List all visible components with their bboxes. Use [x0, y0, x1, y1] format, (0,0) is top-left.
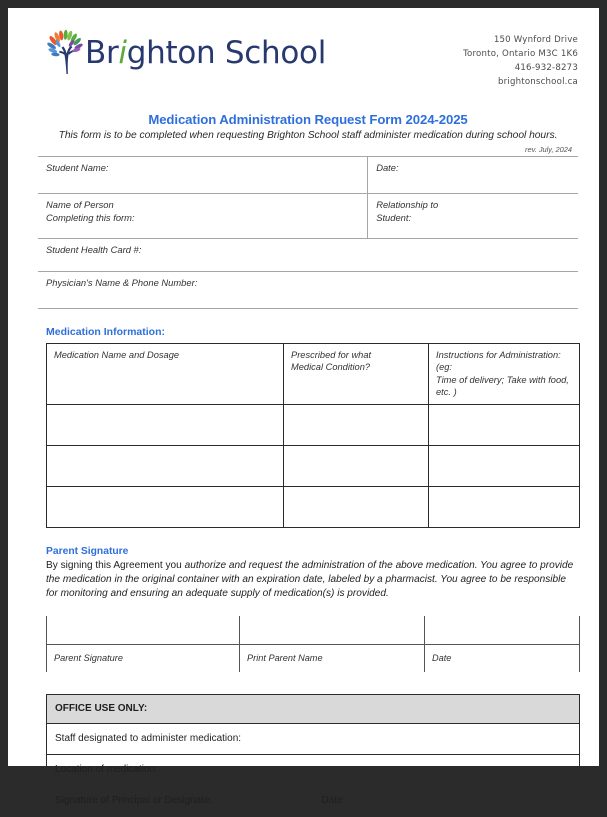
table-row	[47, 754, 580, 785]
print-parent-name-label: Print Parent Name	[240, 644, 425, 672]
relationship-cell[interactable]	[368, 194, 578, 239]
location-of-medication-field[interactable]: Location of medication:	[47, 754, 580, 785]
table-row	[47, 644, 580, 672]
medication-col-instructions	[429, 344, 580, 405]
medication-condition-input-1[interactable]	[284, 404, 429, 445]
office-use-header-row	[47, 694, 580, 723]
parent-signature-agreement-text	[46, 559, 576, 602]
table-row	[47, 723, 580, 754]
address-phone: 416-932-8273	[514, 62, 578, 73]
wordmark-accent-i: i	[118, 34, 127, 71]
relationship-label-line2: Student:	[376, 211, 412, 223]
wordmark-part-2: ghton School	[126, 34, 327, 71]
table-row	[38, 194, 578, 239]
principal-signature-field[interactable]: Signature of Principal or Designate:	[47, 785, 314, 816]
medication-instructions-input-1[interactable]	[429, 404, 580, 445]
table-row	[47, 445, 580, 486]
completed-by-label-line1: Name of Person	[46, 199, 114, 210]
staff-designated-field[interactable]: Staff designated to administer medication:	[47, 723, 580, 754]
date-cell[interactable]: Date:	[368, 157, 578, 194]
health-card-cell[interactable]: Student Health Card #:	[38, 239, 578, 272]
instructions-header-line2: Time of delivery; Take with food, etc. )	[436, 374, 569, 398]
table-row	[47, 404, 580, 445]
parent-date-input[interactable]	[425, 616, 580, 645]
wordmark-part-1: Br	[85, 34, 119, 71]
table-row	[47, 486, 580, 527]
school-address-block	[463, 34, 578, 90]
medication-instructions-input-3[interactable]	[429, 486, 580, 527]
instructions-header-line1: Instructions for Administration: (eg:	[436, 350, 561, 373]
parent-signature-heading: Parent Signature	[46, 545, 129, 557]
medication-col-condition	[284, 344, 429, 405]
medication-name-input-2[interactable]	[47, 445, 284, 486]
student-name-cell[interactable]: Student Name:	[38, 157, 368, 194]
tree-logo-icon	[46, 30, 88, 76]
revision-note: rev. July, 2024	[525, 145, 572, 154]
table-row	[38, 239, 578, 272]
office-use-table	[46, 694, 580, 817]
physician-cell[interactable]: Physician's Name & Phone Number:	[38, 272, 578, 309]
table-row	[38, 157, 578, 194]
medication-condition-input-2[interactable]	[284, 445, 429, 486]
print-parent-name-input[interactable]	[240, 616, 425, 645]
medication-condition-input-3[interactable]	[284, 486, 429, 527]
school-logo	[46, 30, 326, 76]
form-subtitle: This form is to be completed when requesting Brighton School staff administer medication during school hours.	[58, 130, 558, 141]
agreement-text-plain: By signing this Agreement you	[46, 559, 185, 571]
relationship-label-line1: Relationship to	[376, 199, 439, 210]
completed-by-cell[interactable]	[38, 194, 368, 239]
medication-name-input-1[interactable]	[47, 404, 284, 445]
condition-header-line1: Prescribed for what	[291, 350, 372, 360]
table-row	[47, 616, 580, 645]
form-title: Medication Administration Request Form 2024-2025	[148, 112, 468, 127]
page-header	[38, 20, 578, 98]
parent-date-label: Date	[425, 644, 580, 672]
student-info-table	[38, 156, 578, 309]
parent-signature-input[interactable]	[47, 616, 240, 645]
parent-signature-label: Parent Signature	[47, 644, 240, 672]
office-use-header-label: OFFICE USE ONLY:	[47, 694, 580, 723]
medication-instructions-input-2[interactable]	[429, 445, 580, 486]
medication-name-input-3[interactable]	[47, 486, 284, 527]
address-city: Toronto, Ontario M3C 1K6	[463, 48, 578, 59]
medication-section-heading: Medication Information:	[46, 326, 165, 338]
parent-signature-table	[46, 616, 580, 672]
completed-by-label-line2: Completing this form:	[46, 211, 135, 223]
school-name-wordmark	[85, 34, 327, 71]
table-header-row	[47, 344, 580, 405]
table-row	[47, 785, 580, 816]
table-row	[38, 272, 578, 309]
medication-col-name-dosage: Medication Name and Dosage	[47, 344, 284, 405]
address-website: brightonschool.ca	[497, 76, 578, 87]
principal-date-field[interactable]: Date:	[313, 785, 580, 816]
document-page	[8, 8, 599, 807]
agreement-text-italic: authorize and request the administration of the above medication. You agree to provide the medication in the original container with an expiration date, labeled by a pharmacist. You agree to be responsible for monitoring and ensuring an adequate supply of medication(s) is provided.	[46, 559, 574, 600]
condition-header-line2: Medical Condition?	[291, 362, 371, 373]
address-street: 150 Wynford Drive	[493, 35, 578, 45]
medication-table	[46, 343, 580, 528]
